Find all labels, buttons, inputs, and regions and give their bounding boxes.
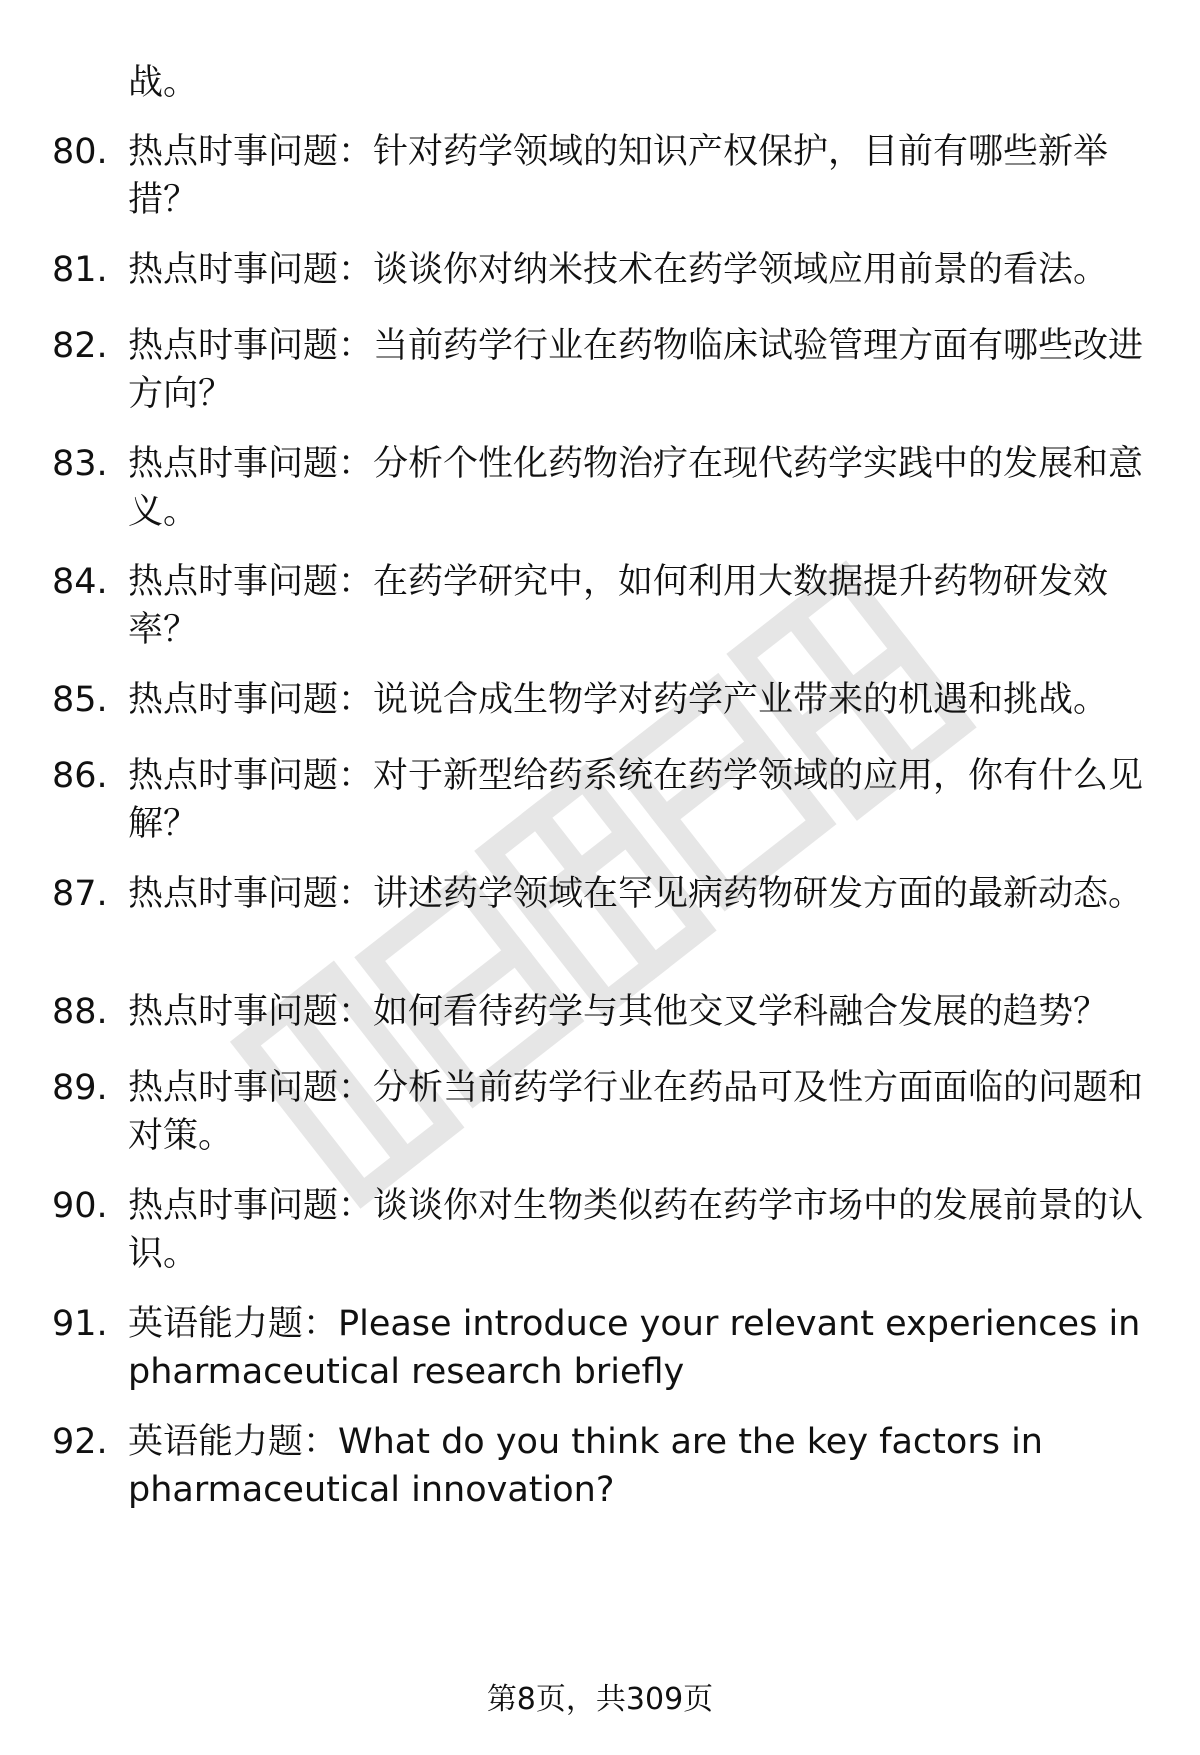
item-text: 热点时事问题：讲述药学领域在罕见病药物研发方面的最新动态。 [128,874,1144,914]
item-text: 热点时事问题：分析个性化药物治疗在现代药学实践中的发展和意义。 [128,444,1144,532]
item-number: 86. [52,756,108,796]
item-number: 80. [52,132,108,172]
item-number: 90. [52,1186,108,1226]
item-number: 83. [52,444,108,484]
item-number: 89. [52,1068,108,1108]
item-text: 热点时事问题：谈谈你对纳米技术在药学领域应用前景的看法。 [128,250,1109,290]
item-text: 热点时事问题：分析当前药学行业在药品可及性方面面临的问题和对策。 [128,1068,1144,1156]
item-text: 热点时事问题：对于新型给药系统在药学领域的应用，你有什么见解？ [128,756,1144,844]
item-number: 85. [52,680,108,720]
item-text: 热点时事问题：说说合成生物学对药学产业带来的机遇和挑战。 [128,680,1109,720]
item-number: 82. [52,326,108,366]
item-number: 92. [52,1422,108,1462]
item-text: 热点时事问题：当前药学行业在药物临床试验管理方面有哪些改进方向？ [128,326,1144,414]
item-text: 热点时事问题：谈谈你对生物类似药在药学市场中的发展前景的认识。 [128,1186,1144,1274]
item-text: 热点时事问题：如何看待药学与其他交叉学科融合发展的趋势？ [128,992,1109,1032]
page-footer: 第8页，共309页 [486,1682,714,1717]
item-number: 81. [52,250,108,290]
item-number: 91. [52,1304,108,1344]
item-number: 84. [52,562,108,602]
continuation-text: 战。 [128,63,199,103]
item-text: 英语能力题：Please introduce your relevant experiences in pharmaceutical research briefly [128,1304,1141,1392]
item-text: 热点时事问题：在药学研究中，如何利用大数据提升药物研发效率？ [128,562,1109,650]
item-text: 英语能力题：What do you think are the key factors in pharmaceutical innovation? [128,1422,1043,1510]
item-number: 87. [52,874,108,914]
item-text: 热点时事问题：针对药学领域的知识产权保护，目前有哪些新举措？ [128,132,1109,220]
item-number: 88. [52,992,108,1032]
